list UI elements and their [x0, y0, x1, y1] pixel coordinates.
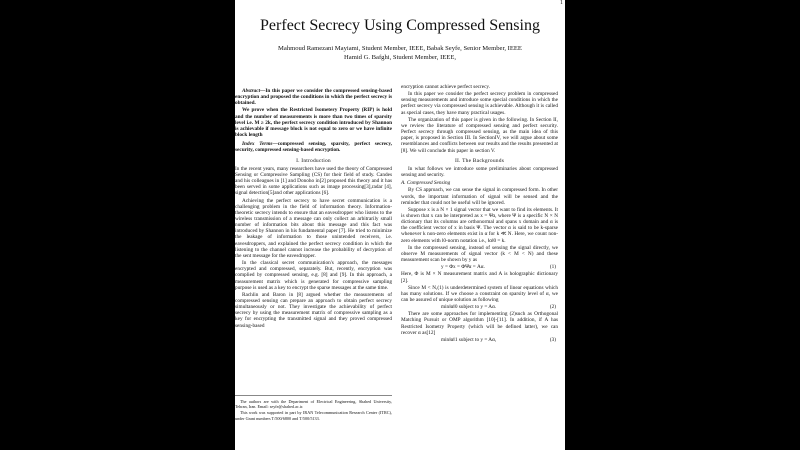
author-block	[235, 44, 565, 62]
cs-paragraph-6: There are some approaches for implementing (2)such as Orthogonal Matching Pursuit or OMP algorithm [10]-[11]. In addition, if A has Restricted Isometry Property (which will be defined latter), we can recover α as[12]	[401, 311, 558, 336]
equation-1	[401, 264, 558, 270]
footnote	[235, 395, 392, 422]
left-column	[235, 88, 392, 330]
footnote-affiliation: The authors are with the Department of Electrical Engineering, Shahed University, Tehran, Iran. Email: seyfe@shahed.ac.ir.	[235, 399, 392, 410]
right-column	[401, 84, 558, 344]
index-terms-label: Index Terms	[242, 141, 273, 148]
cs-paragraph-2: Suppose x is a N × 1 signal vector that we want to find its elements. It is shown that x can be interpreted as x = Ψα, where Ψ is a specific N × N dictionary that its columns are orthonormal and spans x domain and α is the coefficient vector of x in basis Ψ. The vector α is said to be k-sparse whenever k non-zero elements exist in α for k ≪ N. Here, we count non-zero elements with l0-norm notation i.e., ‖α‖0 = k.	[401, 206, 558, 244]
abstract-text-1: —In this paper we consider the compressed sensing-based encryption and proposed the conditions in which the perfect secrecy is obtained.	[235, 88, 392, 107]
index-terms	[235, 141, 392, 153]
intro-paragraph-2: Achieving the perfect secrecy to have secret communication is a challenging problem in the field of information theory. Information-theoretic secrecy intends to ensure that an eavesdropper who listens to the wireless transmission of a message can only collect an arbitrarily small number of information bits about this message and this fact was introduced by Shannon in his fundamental paper [7]. He tried to minimize the leakage of information to those unintended receivers, i.e. eavesdroppers, and explained the perfect secrecy condition in which the listening to the channel cannot increase the probability of decryption of the sent message for the eavesdropper.	[235, 197, 392, 259]
right-paragraph-1: encryption cannot achieve perfect secrecy.	[401, 84, 491, 90]
index-terms-text: —compressed sensing, sparsity, perfect secrecy, security, compressed sensing-based encryption.	[235, 141, 392, 154]
equation-1-number: (1)	[549, 264, 556, 271]
intro-paragraph-3: In the classical secret communication's approach, the messages encrypted and compressed, separately. But, recently, encryption was complied by compressed sensing, e.g. [8] and [9]. In this approach, a measurement matrix which is generated for compressive sampling purpose is used as a key to encrypt the sparse messages at the same time.	[235, 260, 392, 291]
equation-1-body: y = Φx = ΦΨα = Aα.	[441, 264, 485, 271]
cs-paragraph-5: Since M < N,(1) is underdetermined system of linear equations which has many solutions. If we choose a constraint on sparsity level of α, we can be assured of unique solution as following	[401, 284, 558, 303]
abstract-paragraph-1	[235, 88, 392, 106]
backgrounds-paragraph: In what follows we introduce some preliminaries about compressed sensing and security.	[401, 165, 558, 179]
cs-paragraph-1: By CS approach, we can sense the signal in compressed form. In other words, the important information of signal will be sensed and the reminder that could not be useful will be ignored.	[401, 187, 558, 206]
equation-2-number: (2)	[549, 304, 556, 311]
section-heading-intro: I. Introduction	[296, 157, 331, 164]
equation-3-number: (3)	[549, 336, 556, 343]
subsection-heading-compressed-sensing: A. Compressed Sensing	[401, 180, 451, 187]
authors-line-1: Mahmoud Ramezani Mayiami, Student Member, IEEE, Babak Seyfe, Senior Member, IEEE	[278, 45, 522, 52]
equation-3	[401, 337, 558, 343]
intro-paragraph-1: In the recent years, many researchers have used the theory of Compressed Sensing or Compressive Sampling (CS) for their field of study. Candes and his colleagues in [1] and Donoho in[2] proposed this theory and it has been served in some applications such as image processing[3],radar [4], signal detection[5]and other applications [6].	[235, 165, 392, 197]
abstract-paragraph-2: We prove when the Restricted Isometery Property (RIP) is hold and the number of measurements is more than two times of sparsity level i.e. M ≥ 2k, the perfect secrecy condition introduced by Shannon is achievable if message block is not equal to zero or we have infinite block length	[235, 107, 392, 139]
equation-2-body: min‖α‖0 subject to y = Aα.	[441, 304, 497, 311]
section-heading-backgrounds: II. The Backgrounds	[454, 157, 505, 164]
equation-3-body: min‖α‖1 subject to y = Aα,	[441, 336, 497, 343]
authors-line-2: Hamid G. Bafghi, Student Member, IEEE,	[344, 54, 456, 61]
cs-paragraph-3: In the compressed sensing, instead of sensing the signal directly, we observe M measurements of signal vector (k < M < N) and these measurement scan be shown by y as	[401, 244, 558, 264]
paper-page	[235, 0, 565, 450]
abstract-label: Abstract	[242, 88, 261, 94]
page-number: 1	[560, 0, 563, 6]
intro-paragraph-4: Rachlin and Baron in [8] argued whether the measurements of compressed sensing can prepare an approach to obtain perfect secrecy simultaneously or not. They investigate the achievability of perfect secrecy by using the measurement matrix of compressive sampling as a key for encrypting the transmitted signal and they proved compressed sensing-based	[235, 291, 392, 329]
paper-title: Perfect Secrecy Using Compressed Sensing	[260, 17, 540, 34]
right-paragraph-3: The organization of this paper is given in the following. In Section II, we review the literature of compressed sensing and perfect security. Perfect secrecy through compressed sensing, as the main idea of this paper, is proposed in Section III. In SectionIV, we will argue about some resemblances and conflicts between our results and the results presented at [8]. We will conclude this paper in section V.	[401, 116, 558, 154]
cs-paragraph-4: Here, Φ is M × N measurement matrix and A is holographic dictionary [2].	[401, 271, 558, 284]
right-paragraph-2: In this paper we consider the perfect secrecy problem in compressed sensing measurements and introduce some special conditions in which the perfect secrecy via compressed sensing is achievable. Although it is called as special cases, they have many practical usages.	[401, 91, 558, 116]
footnote-support: This work was supported in part by IRAN Telecommunication Research Center (ITRC), under Grant numbers T/500/6800 and T/500/5133.	[235, 410, 392, 421]
equation-2	[401, 304, 558, 310]
